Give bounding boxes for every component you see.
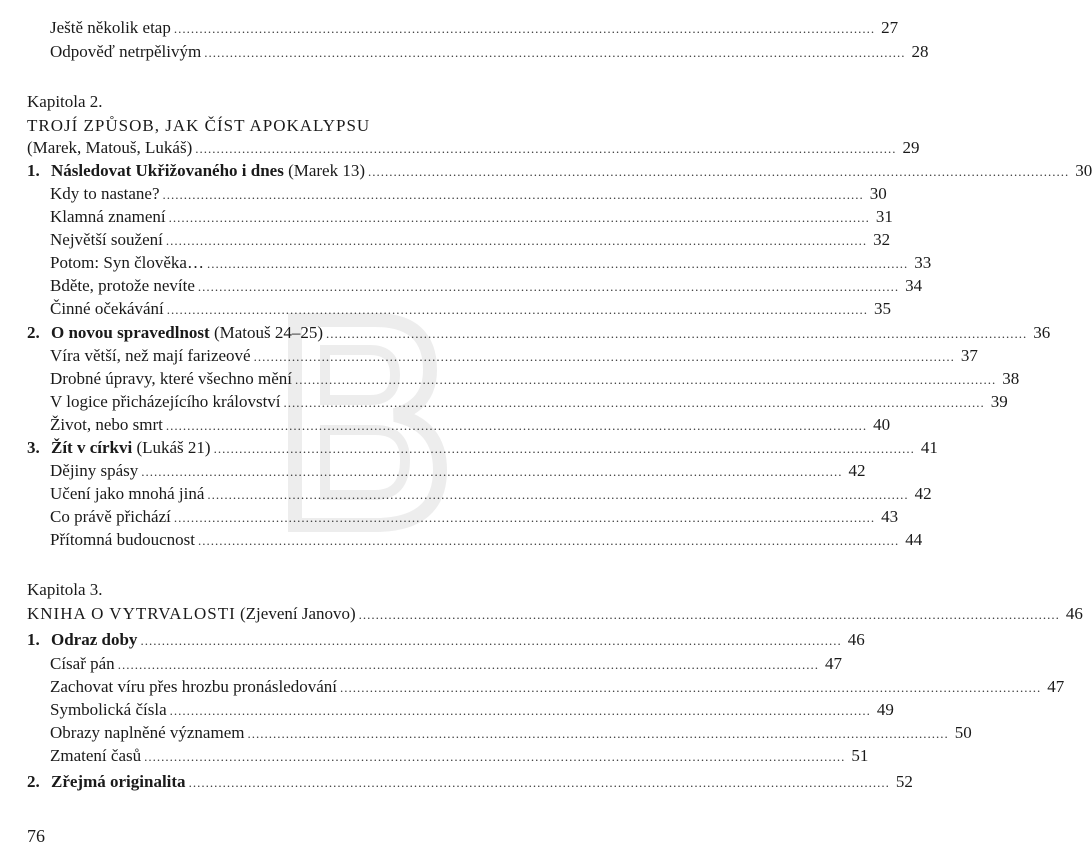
- entry-page: 31: [875, 207, 893, 226]
- leader-dots: .....................................................................................................................................................................: [358, 607, 1060, 622]
- toc-entry: [50, 207, 893, 227]
- leader-dots: .....................................................................................................................................................................: [141, 464, 843, 479]
- entry-title: Učení jako mnohá jiná: [50, 484, 205, 503]
- entry-title: Život, nebo smrt: [50, 415, 163, 434]
- entry-page: 37: [960, 346, 978, 365]
- leader-dots: .....................................................................................................................................................................: [140, 633, 842, 648]
- chapter-label: Kapitola 3.: [27, 580, 103, 599]
- chapter-title-caps: KNIHA O VYTRVALOSTI: [27, 604, 236, 623]
- toc-entry: [50, 42, 929, 62]
- entry-title: Císař pán: [50, 654, 115, 673]
- toc-entry: [50, 723, 972, 743]
- leader-dots: .....................................................................................................................................................................: [173, 21, 876, 36]
- entry-page: 43: [881, 507, 899, 526]
- leader-dots: .....................................................................................................................................................................: [173, 510, 876, 525]
- entry-page: 28: [911, 42, 929, 61]
- entry-title: Zmatení časů: [50, 746, 142, 765]
- leader-dots: .....................................................................................................................................................................: [166, 302, 869, 317]
- toc-entry: [50, 507, 899, 527]
- entry-title: Klamná znamení: [50, 207, 166, 226]
- toc-entry: [50, 346, 978, 366]
- entry-title: Kdy to nastane?: [50, 184, 160, 203]
- leader-dots: .....................................................................................................................................................................: [197, 533, 900, 548]
- entry-page: 32: [873, 230, 891, 249]
- chapter-title: TROJÍ ZPŮSOB, JAK ČÍST APOKALYPSU: [27, 116, 371, 135]
- entry-title: (Marek, Matouš, Lukáš): [27, 138, 193, 157]
- toc-entry: [50, 484, 932, 504]
- leader-dots: .....................................................................................................................................................................: [207, 487, 909, 502]
- leader-dots: .....................................................................................................................................................................: [169, 703, 871, 718]
- toc-entry: [50, 299, 892, 319]
- leader-dots: .....................................................................................................................................................................: [144, 749, 846, 764]
- leader-dots: .....................................................................................................................................................................: [247, 726, 949, 741]
- entry-page: 46: [1065, 604, 1083, 623]
- leader-dots: .....................................................................................................................................................................: [204, 45, 906, 60]
- section-page: 52: [895, 772, 913, 791]
- entry-title: Přítomná budoucnost: [50, 530, 195, 549]
- leader-dots: .....................................................................................................................................................................: [197, 279, 900, 294]
- section-title: O novou spravedlnost: [51, 323, 210, 342]
- section-number: 3.: [27, 438, 40, 457]
- section-number: 2.: [27, 772, 40, 791]
- entry-page: 42: [914, 484, 932, 503]
- chapter-title: [27, 604, 1083, 624]
- entry-page: 34: [905, 276, 923, 295]
- toc-entry: [50, 654, 842, 674]
- leader-dots: .....................................................................................................................................................................: [368, 164, 1070, 179]
- section-title: Zřejmá originalita: [51, 772, 186, 791]
- entry-page: 42: [848, 461, 866, 480]
- entry-page: 33: [914, 253, 932, 272]
- section-number: 2.: [27, 323, 40, 342]
- leader-dots: .....................................................................................................................................................................: [295, 372, 997, 387]
- entry-title: Bděte, protože nevíte: [50, 276, 195, 295]
- leader-dots: .....................................................................................................................................................................: [253, 349, 955, 364]
- leader-dots: .....................................................................................................................................................................: [168, 210, 870, 225]
- chapter-subtitle: [27, 138, 920, 158]
- toc-entry: [50, 369, 1020, 389]
- toc-entry: [50, 746, 869, 766]
- entry-page: 44: [905, 530, 923, 549]
- leader-dots: .....................................................................................................................................................................: [206, 256, 909, 271]
- entry-title: Obrazy naplněné významem: [50, 723, 245, 742]
- entry-page: 38: [1002, 369, 1020, 388]
- leader-dots: .....................................................................................................................................................................: [326, 326, 1028, 341]
- entry-title: Největší soužení: [50, 230, 163, 249]
- toc-section: [27, 323, 1051, 343]
- toc-section: [27, 772, 913, 792]
- page-number: 76: [27, 826, 45, 846]
- section-page: 41: [920, 438, 938, 457]
- toc-section: [27, 161, 1092, 181]
- entry-title: Drobné úpravy, které všechno mění: [50, 369, 293, 388]
- entry-page: 40: [873, 415, 891, 434]
- entry-title: Odpověď netrpělivým: [50, 42, 202, 61]
- section-title: Žít v církvi: [51, 438, 133, 457]
- entry-title: V logice přicházejícího království: [50, 392, 281, 411]
- entry-title: Symbolická čísla: [50, 700, 167, 719]
- section-page: 36: [1033, 323, 1051, 342]
- toc-entry: [50, 700, 894, 720]
- toc-entry: [50, 253, 932, 273]
- entry-title: Víra větší, než mají farizeové: [50, 346, 251, 365]
- toc-entry: [50, 392, 1008, 412]
- toc-entry: [50, 184, 887, 204]
- entry-page: 39: [990, 392, 1008, 411]
- leader-dots: .....................................................................................................................................................................: [188, 775, 890, 790]
- entry-title: Činné očekávání: [50, 299, 164, 318]
- leader-dots: .....................................................................................................................................................................: [165, 418, 868, 433]
- entry-page: 49: [876, 700, 894, 719]
- section-page: 30: [1075, 161, 1092, 180]
- entry-page: 47: [824, 654, 842, 673]
- entry-page: 27: [881, 18, 899, 37]
- section-number: 1.: [27, 161, 40, 180]
- toc-entry: [50, 18, 899, 38]
- toc-entry: [50, 530, 923, 550]
- toc-entry: [50, 276, 923, 296]
- entry-page: 35: [874, 299, 892, 318]
- leader-dots: .....................................................................................................................................................................: [117, 657, 819, 672]
- entry-title: Ještě několik etap: [50, 18, 171, 37]
- leader-dots: .....................................................................................................................................................................: [213, 441, 915, 456]
- chapter-title-ref: (Zjevení Janovo): [235, 604, 356, 623]
- toc-entry: [50, 677, 1065, 697]
- leader-dots: .....................................................................................................................................................................: [165, 233, 868, 248]
- entry-title: Zachovat víru přes hrozbu pronásledování: [50, 677, 338, 696]
- section-number: 1.: [27, 630, 40, 649]
- entry-page: 50: [954, 723, 972, 742]
- section-ref: (Lukáš 21): [132, 438, 211, 457]
- toc-section: [27, 630, 865, 650]
- section-title: Následovat Ukřižovaného i dnes: [51, 161, 284, 180]
- leader-dots: .....................................................................................................................................................................: [283, 395, 985, 410]
- leader-dots: .....................................................................................................................................................................: [340, 680, 1042, 695]
- section-title: Odraz doby: [51, 630, 138, 649]
- entry-title: Potom: Syn člověka…: [50, 253, 204, 272]
- entry-title: Dějiny spásy: [50, 461, 139, 480]
- toc-section: [27, 438, 938, 458]
- entry-page: 29: [902, 138, 920, 157]
- entry-title: Co právě přichází: [50, 507, 171, 526]
- toc-entry: [50, 415, 891, 435]
- entry-page: 47: [1047, 677, 1065, 696]
- section-page: 46: [847, 630, 865, 649]
- toc-entry: [50, 461, 866, 481]
- leader-dots: .....................................................................................................................................................................: [195, 141, 897, 156]
- chapter-label: Kapitola 2.: [27, 92, 103, 111]
- toc-entry: [50, 230, 891, 250]
- entry-page: 30: [869, 184, 887, 203]
- section-ref: (Matouš 24–25): [209, 323, 324, 342]
- entry-page: 51: [851, 746, 869, 765]
- section-ref: (Marek 13): [283, 161, 366, 180]
- leader-dots: .....................................................................................................................................................................: [162, 187, 864, 202]
